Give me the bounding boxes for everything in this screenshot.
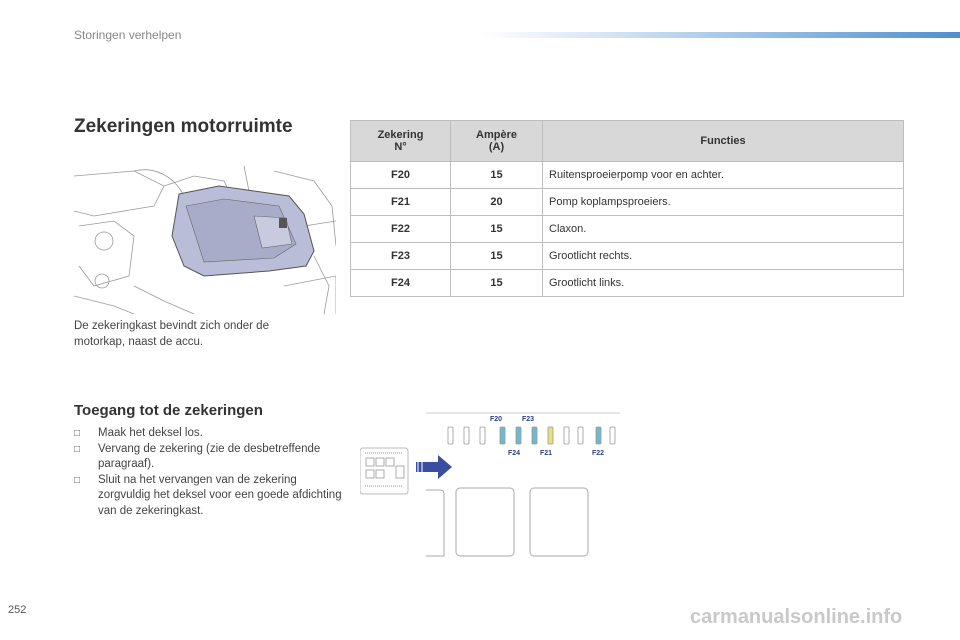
fuse-table — [350, 120, 904, 297]
table-row — [351, 243, 904, 270]
instruction-item — [74, 442, 344, 473]
fuse-ampere: 15 — [451, 162, 543, 189]
fuse-number: F20 — [351, 162, 451, 189]
fuse-f23 — [532, 427, 537, 444]
header-bar — [480, 32, 960, 38]
table-row — [351, 270, 904, 297]
fuse-ampere: 15 — [451, 216, 543, 243]
page-number: 252 — [8, 604, 27, 616]
fuse-box-location-caption: De zekeringkast bevindt zich onder de motorkap, naast de accu. — [74, 320, 269, 348]
fuse-f22 — [596, 427, 601, 444]
diagram-label-top: F23 — [522, 416, 535, 423]
checkbox-bullet-icon: □ — [74, 443, 81, 455]
instruction-item — [74, 426, 344, 442]
fuse-f21 — [548, 427, 553, 444]
fuse-f20 — [500, 427, 505, 444]
fuse-function: Grootlicht links. — [543, 270, 904, 297]
fuse-function: Pomp koplampsproeiers. — [543, 189, 904, 216]
table-row — [351, 162, 904, 189]
section-subtitle: Toegang tot de zekeringen — [74, 402, 263, 419]
col-header-fuse: Zekering N° — [351, 121, 451, 162]
instruction-text: Sluit na het vervangen van de zekering zorgvuldig het deksel voor een goede afdichting van de zekeringkast. — [98, 473, 342, 517]
fuse-box-diagram — [360, 410, 622, 560]
fuse-ampere: 15 — [451, 270, 543, 297]
fuse-number: F24 — [351, 270, 451, 297]
fuse-f24 — [516, 427, 521, 444]
col-header-functions: Functies — [543, 121, 904, 162]
diagram-label-top: F20 — [490, 416, 503, 423]
checkbox-bullet-icon: □ — [74, 474, 81, 486]
watermark-text: carmanualsonline.info — [690, 606, 903, 628]
page-title: Zekeringen motorruimte — [74, 116, 293, 137]
diagram-label-bottom: F21 — [540, 450, 553, 457]
table-row — [351, 189, 904, 216]
instruction-item — [74, 473, 344, 520]
table-row — [351, 216, 904, 243]
engine-bay-illustration — [74, 166, 336, 314]
instruction-text: Vervang de zekering (zie de desbetreffende paragraaf). — [98, 442, 321, 470]
diagram-label-bottom: F22 — [592, 450, 605, 457]
section-header: Storingen verhelpen — [74, 28, 182, 42]
fuse-number: F21 — [351, 189, 451, 216]
fuse-function: Claxon. — [543, 216, 904, 243]
fuse-ampere: 15 — [451, 243, 543, 270]
fuse-function: Grootlicht rechts. — [543, 243, 904, 270]
fuse-number: F23 — [351, 243, 451, 270]
instruction-text: Maak het deksel los. — [98, 427, 203, 439]
diagram-label-bottom: F24 — [508, 450, 521, 457]
arrow-icon — [416, 455, 452, 479]
fuse-table-header — [351, 121, 904, 162]
col-header-ampere: Ampère (A) — [451, 121, 543, 162]
fuse-number: F22 — [351, 216, 451, 243]
checkbox-bullet-icon: □ — [74, 428, 81, 439]
instruction-list — [74, 426, 344, 519]
fuse-ampere: 20 — [451, 189, 543, 216]
fuse-function: Ruitensproeierpomp voor en achter. — [543, 162, 904, 189]
